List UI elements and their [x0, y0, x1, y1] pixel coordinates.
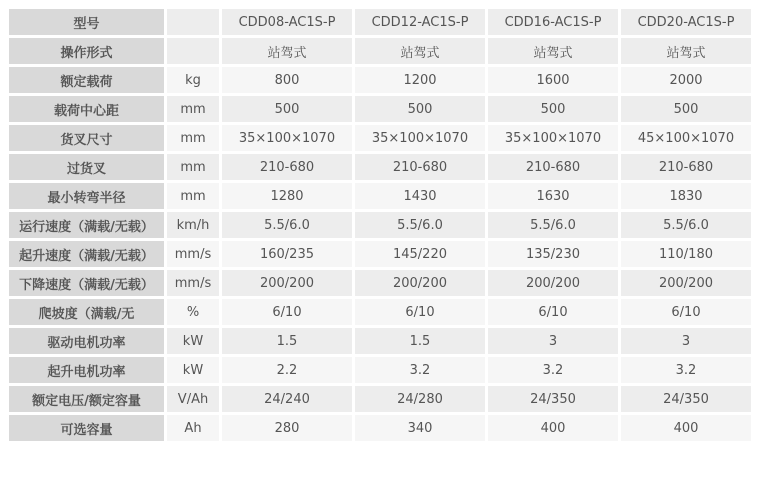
value-cell: 2.2 — [222, 357, 352, 383]
value-cell: 800 — [222, 67, 352, 93]
unit-cell: mm/s — [167, 270, 219, 296]
value-cell: 1.5 — [355, 328, 485, 354]
value-cell: 24/350 — [488, 386, 618, 412]
value-cell: 3 — [621, 328, 751, 354]
unit-cell: V/Ah — [167, 386, 219, 412]
row-label: 货叉尺寸 — [9, 125, 164, 151]
value-cell: 3.2 — [355, 357, 485, 383]
value-cell: 160/235 — [222, 241, 352, 267]
value-cell: 3.2 — [621, 357, 751, 383]
row-label: 额定载荷 — [9, 67, 164, 93]
value-cell: 400 — [488, 415, 618, 441]
value-cell: 340 — [355, 415, 485, 441]
value-cell: 5.5/6.0 — [355, 212, 485, 238]
table-row — [9, 270, 751, 296]
value-cell: 5.5/6.0 — [222, 212, 352, 238]
value-cell: 400 — [621, 415, 751, 441]
model-name-cell: CDD12-AC1S-P — [355, 9, 485, 35]
value-cell: 5.5/6.0 — [488, 212, 618, 238]
unit-cell — [167, 9, 219, 35]
value-cell: 35×100×1070 — [355, 125, 485, 151]
row-label: 下降速度（满载/无载） — [9, 270, 164, 296]
value-cell: 500 — [488, 96, 618, 122]
row-label: 型号 — [9, 9, 164, 35]
value-cell: 5.5/6.0 — [621, 212, 751, 238]
value-cell: 24/240 — [222, 386, 352, 412]
row-label: 操作形式 — [9, 38, 164, 64]
value-cell: 35×100×1070 — [488, 125, 618, 151]
row-label: 驱动电机功率 — [9, 328, 164, 354]
table-row — [9, 183, 751, 209]
table-row — [9, 386, 751, 412]
value-cell: 35×100×1070 — [222, 125, 352, 151]
row-label: 最小转弯半径 — [9, 183, 164, 209]
value-cell: 200/200 — [222, 270, 352, 296]
value-cell: 45×100×1070 — [621, 125, 751, 151]
value-cell: 280 — [222, 415, 352, 441]
value-cell: 200/200 — [355, 270, 485, 296]
table-row — [9, 212, 751, 238]
value-cell: 1200 — [355, 67, 485, 93]
row-label: 载荷中心距 — [9, 96, 164, 122]
spec-table — [6, 6, 754, 444]
value-cell: 3 — [488, 328, 618, 354]
unit-cell: mm/s — [167, 241, 219, 267]
table-row — [9, 241, 751, 267]
table-row — [9, 328, 751, 354]
unit-cell: Ah — [167, 415, 219, 441]
value-cell: 1280 — [222, 183, 352, 209]
model-name-cell: CDD20-AC1S-P — [621, 9, 751, 35]
row-label: 可选容量 — [9, 415, 164, 441]
unit-cell: mm — [167, 154, 219, 180]
table-row — [9, 125, 751, 151]
value-cell: 1600 — [488, 67, 618, 93]
value-cell: 135/230 — [488, 241, 618, 267]
value-cell: 站驾式 — [222, 38, 352, 64]
value-cell: 210-680 — [355, 154, 485, 180]
unit-cell: mm — [167, 183, 219, 209]
value-cell: 3.2 — [488, 357, 618, 383]
value-cell: 500 — [222, 96, 352, 122]
value-cell: 210-680 — [621, 154, 751, 180]
table-row — [9, 154, 751, 180]
unit-cell: mm — [167, 96, 219, 122]
model-name-cell: CDD16-AC1S-P — [488, 9, 618, 35]
value-cell: 110/180 — [621, 241, 751, 267]
value-cell: 6/10 — [621, 299, 751, 325]
model-name-cell: CDD08-AC1S-P — [222, 9, 352, 35]
value-cell: 1.5 — [222, 328, 352, 354]
table-row — [9, 96, 751, 122]
value-cell: 1430 — [355, 183, 485, 209]
row-label: 起升电机功率 — [9, 357, 164, 383]
value-cell: 6/10 — [488, 299, 618, 325]
unit-cell: mm — [167, 125, 219, 151]
value-cell: 200/200 — [488, 270, 618, 296]
unit-cell: kW — [167, 328, 219, 354]
value-cell: 6/10 — [222, 299, 352, 325]
value-cell: 1830 — [621, 183, 751, 209]
unit-cell: kg — [167, 67, 219, 93]
value-cell: 145/220 — [355, 241, 485, 267]
unit-cell: kW — [167, 357, 219, 383]
table-row — [9, 357, 751, 383]
value-cell: 站驾式 — [355, 38, 485, 64]
value-cell: 500 — [621, 96, 751, 122]
value-cell: 1630 — [488, 183, 618, 209]
value-cell: 24/350 — [621, 386, 751, 412]
value-cell: 210-680 — [222, 154, 352, 180]
table-row — [9, 38, 751, 64]
value-cell: 200/200 — [621, 270, 751, 296]
table-row — [9, 415, 751, 441]
row-label: 额定电压/额定容量 — [9, 386, 164, 412]
row-label: 过货叉 — [9, 154, 164, 180]
row-label: 起升速度（满载/无载） — [9, 241, 164, 267]
row-label: 爬坡度（满载/无 — [9, 299, 164, 325]
unit-cell: km/h — [167, 212, 219, 238]
value-cell: 站驾式 — [488, 38, 618, 64]
unit-cell: % — [167, 299, 219, 325]
row-label: 运行速度（满载/无载） — [9, 212, 164, 238]
table-header-row — [9, 9, 751, 35]
value-cell: 500 — [355, 96, 485, 122]
value-cell: 站驾式 — [621, 38, 751, 64]
value-cell: 24/280 — [355, 386, 485, 412]
unit-cell — [167, 38, 219, 64]
value-cell: 6/10 — [355, 299, 485, 325]
value-cell: 2000 — [621, 67, 751, 93]
value-cell: 210-680 — [488, 154, 618, 180]
table-row — [9, 299, 751, 325]
table-row — [9, 67, 751, 93]
